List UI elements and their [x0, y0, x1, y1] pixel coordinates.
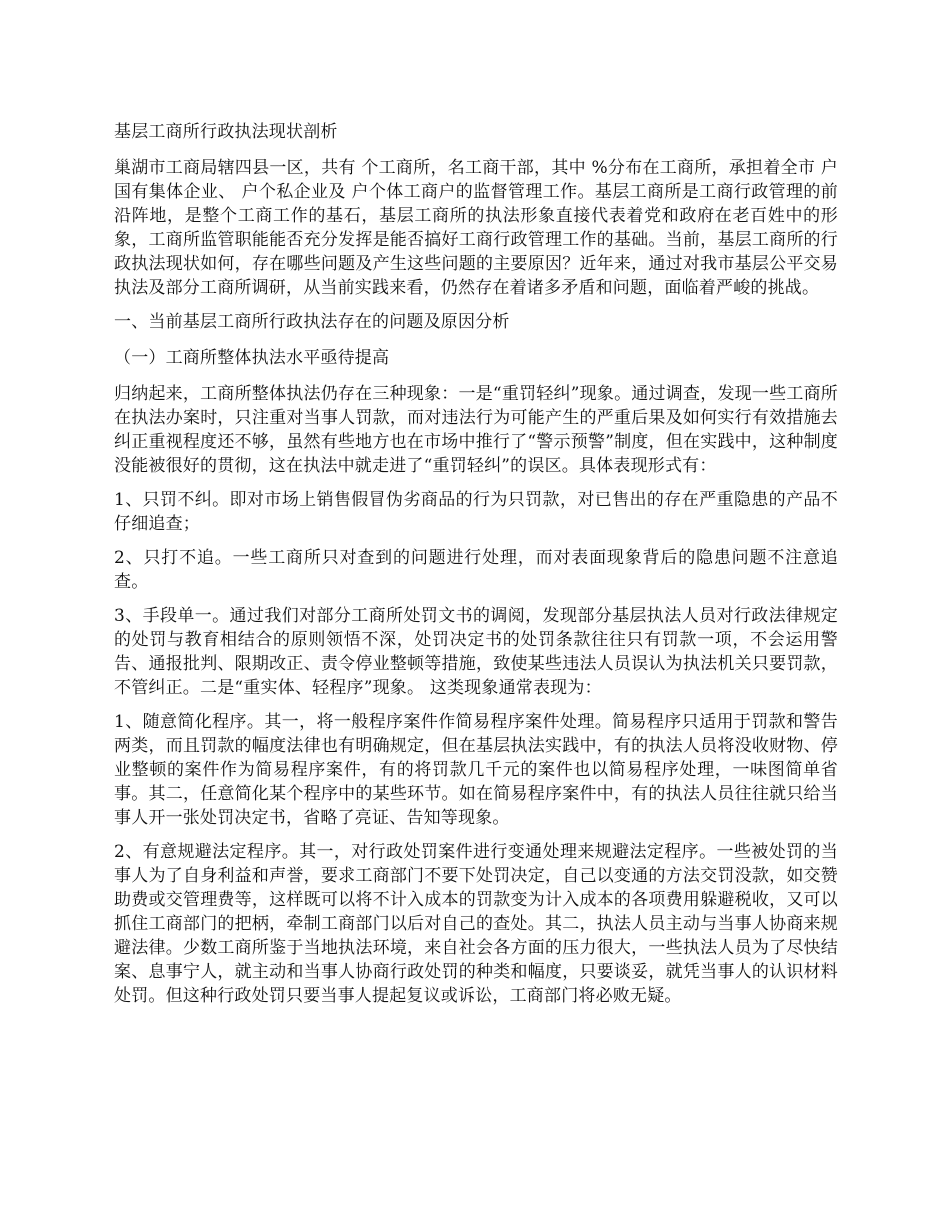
- summary-paragraph: 归纳起来，工商所整体执法仍存在三种现象：一是“重罚轻纠”现象。通过调查，发现一些工商所在执法办案时，只注重对当事人罚款，而对违法行为可能产生的严重后果及如何实行有效措施去纠正重视程度还不够，虽然有些地方也在市场中推行了“警示预警”制度，但在实践中，这种制度没能被很好的贯彻，这在执法中就走进了“重罚轻纠”的误区。具体表现形式有：: [114, 384, 838, 476]
- intro-paragraph: 巢湖市工商局辖四县一区，共有 个工商所，名工商干部，其中 %分布在工商所，承担着全市 户国有集体企业、 户个私企业及 户个体工商户的监督管理工作。基层工商所是工商行政管理的前沿阵地，是整个工商工作的基石，基层工商所的执法形象直接代表着党和政府在老百姓中的形象，工商所监管职能能否充分发挥是能否搞好工商行政管理工作的基础。当前，基层工商所的行政执法现状如何，存在哪些问题及产生这些问题的主要原因？近年来，通过对我市基层公平交易执法及部分工商所调研，从当前实践来看，仍然存在着诸多矛盾和问题，面临着严峻的挑战。: [114, 158, 838, 298]
- list-item-1: 1、只罚不纠。即对市场上销售假冒伪劣商品的行为只罚款，对已售出的存在严重隐患的产品不仔细追查；: [114, 490, 838, 534]
- procedure-item-2: 2、有意规避法定程序。其一，对行政处罚案件进行变通处理来规避法定程序。一些被处罚的当事人为了自身利益和声誉，要求工商部门不要下处罚决定，自己以变通的方法交罚没款，如交赞助费或交管理费等，这样既可以将不计入成本的罚款变为计入成本的各项费用躲避税收，又可以抓住工商部门的把柄，牵制工商部门以后对自己的查处。其二，执法人员主动与当事人协商来规避法律。少数工商所鉴于当地执法环境，来自社会各方面的压力很大，一些执法人员为了尽快结案、息事宁人，就主动和当事人协商行政处罚的种类和幅度，只要谈妥，就凭当事人的认识材料处罚。但这种行政处罚只要当事人提起复议或诉讼，工商部门将必败无疑。: [114, 842, 838, 1006]
- list-item-2: 2、只打不追。一些工商所只对查到的问题进行处理，而对表面现象背后的隐患问题不注意追查。: [114, 548, 838, 592]
- list-item-3: 3、手段单一。通过我们对部分工商所处罚文书的调阅，发现部分基层执法人员对行政法律规定的处罚与教育相结合的原则领悟不深，处罚决定书的处罚条款往往只有罚款一项，不会运用警告、通报批判、限期改正、责令停业整顿等措施，致使某些违法人员误认为执法机关只要罚款，不管纠正。二是“重实体、轻程序”现象。 这类现象通常表现为：: [114, 606, 838, 698]
- section-heading-1: 一、当前基层工商所行政执法存在的问题及原因分析: [114, 312, 510, 332]
- procedure-item-1: 1、随意简化程序。其一，将一般程序案件作简易程序案件处理。简易程序只适用于罚款和警告两类，而且罚款的幅度法律也有明确规定，但在基层执法实践中，有的执法人员将没收财物、停业整顿的案件作为简易程序案件，有的将罚款几千元的案件也以简易程序处理，一味图简单省事。其二，任意简化某个程序中的某些环节。如在简易程序案件中，有的执法人员往往就只给当事人开一张处罚决定书，省略了亮证、告知等现象。: [114, 712, 838, 828]
- subsection-heading-1: （一）工商所整体执法水平亟待提高: [114, 348, 390, 368]
- document-page: [114, 120, 838, 1018]
- document-title: 基层工商所行政执法现状剖析: [114, 122, 338, 142]
